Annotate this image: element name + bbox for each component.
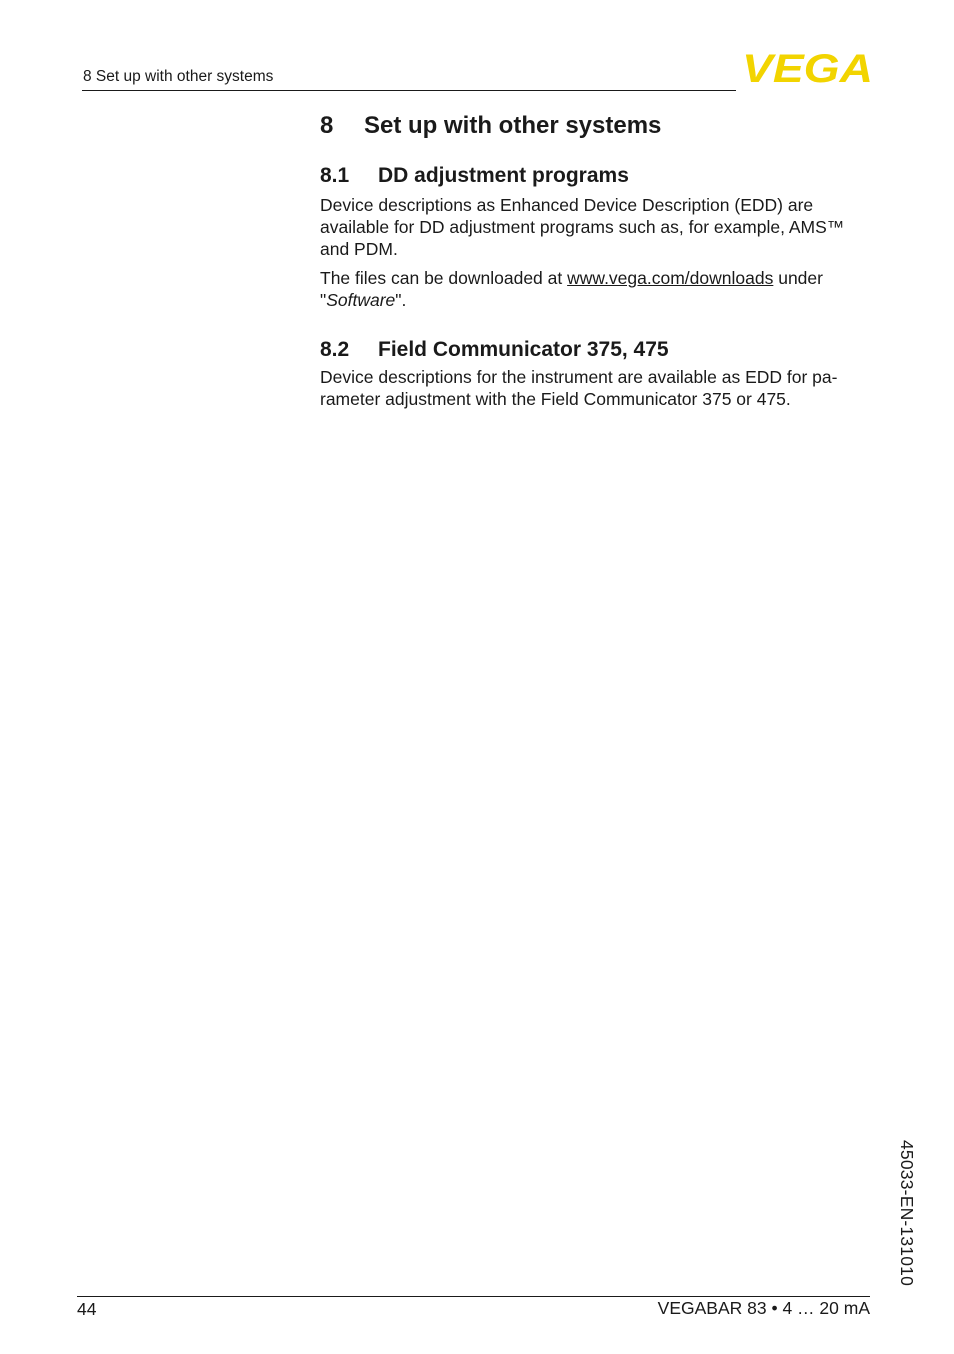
main-content <box>320 110 865 410</box>
section-heading-8-2 <box>320 336 865 364</box>
section-number: 8.1 <box>320 164 350 187</box>
paragraph-edd: Device descriptions as Enhanced Device Description (EDD) are available for DD adjustment programs such as, for example, AMS™ and PDM. <box>320 195 845 259</box>
footer-product: VEGABAR 83 • 4 … 20 mA <box>657 1298 870 1318</box>
page-number: 44 <box>77 1299 97 1319</box>
chapter-title: Set up with other systems <box>364 112 662 139</box>
section-heading-8-1 <box>320 162 865 190</box>
header-rule <box>82 90 736 91</box>
paragraph-field-communicator: Device descriptions for the instrument are available as EDD for pa-rameter adjustment with the Field Communicator 375 or 475. <box>320 367 838 409</box>
chapter-number: 8 <box>320 112 334 139</box>
chapter-heading <box>320 110 865 142</box>
section-title: DD adjustment programs <box>378 164 629 187</box>
running-header: 8 Set up with other systems <box>83 68 274 85</box>
vega-logo <box>742 51 873 84</box>
software-italic: Software <box>326 290 396 310</box>
vega-logo-text: VEGA <box>742 51 873 84</box>
section-number: 8.2 <box>320 338 350 361</box>
document-code: 45033-EN-131010 <box>897 1140 917 1287</box>
text-segment: under " <box>320 268 823 310</box>
footer-rule <box>77 1296 870 1297</box>
section-title: Field Communicator 375, 475 <box>378 338 669 361</box>
text-segment: The files can be downloaded at <box>320 268 568 288</box>
text-segment: ". <box>395 290 407 310</box>
paragraph-downloads <box>320 267 865 311</box>
downloads-link[interactable]: www.vega.com/downloads <box>567 268 774 288</box>
